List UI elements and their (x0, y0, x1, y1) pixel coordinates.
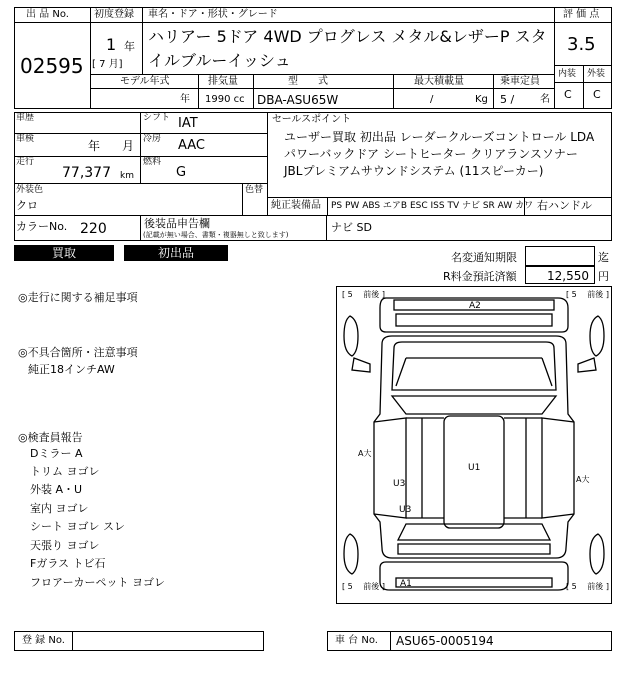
details-row-line2 (14, 156, 268, 157)
score-label: 評 価 点 (563, 9, 600, 20)
details-col-line (140, 112, 141, 184)
recycle-unit: 円 (598, 270, 609, 283)
exterior-color-label: 外装色 (16, 185, 44, 195)
shift-label: シフト (143, 113, 171, 123)
car-name-line1: ハリアー 5ドア 4WD プログレス メタル&レザーP スタ (148, 27, 547, 46)
damage-u1: U1 (468, 463, 481, 473)
inspector-item: 外装 A・U (30, 483, 83, 496)
defects-title: ◎不具合箇所・注意事項 (18, 346, 138, 359)
left-side-stripe (406, 418, 444, 518)
shift-value: IAT (178, 116, 198, 131)
hood (392, 342, 556, 390)
exterior-label: 外装 (587, 69, 606, 79)
inspector-item: Dミラー A (30, 447, 83, 460)
score-value: 3.5 (567, 34, 596, 55)
mirror-left (352, 358, 370, 372)
mileage-value: 77,377 (62, 165, 111, 181)
equipment-items: PS PW ABS エアB ESC ISS TV ナビ SR AW カワ (331, 201, 534, 211)
interior-label: 内装 (558, 69, 577, 79)
max-load-unit: Kg (475, 94, 488, 105)
inspector-item: トリム ヨゴレ (30, 465, 100, 478)
displacement-value: 1990 cc (205, 94, 245, 105)
type-label: 型 式 (288, 76, 328, 87)
details-box (14, 112, 268, 184)
wheel-front-left (344, 316, 358, 356)
wheel-rear-left (344, 534, 358, 574)
fuel-label: 燃料 (143, 157, 162, 167)
recycle-amount: 12,550 (547, 269, 589, 283)
corner-label-bl: [ 5 前後 ] (342, 582, 385, 591)
tailgate (398, 544, 550, 554)
inspector-title: ◎検査員報告 (18, 431, 83, 444)
sales-point-line2: パワーバックドア シートヒーター クリアランスソナー (284, 147, 578, 161)
color-change-label: 色替 (245, 185, 264, 195)
front-grille (396, 314, 552, 326)
type-value: DBA-ASU65W (257, 93, 339, 107)
exterior-grade: C (593, 88, 601, 101)
deadline-box (525, 246, 595, 266)
equip-div1 (327, 197, 328, 216)
specs-div1 (198, 74, 199, 109)
rear-window (398, 524, 550, 540)
damage-a-large-right: A大 (576, 475, 590, 484)
left-front-panel (374, 418, 406, 518)
color-no-value: 220 (80, 221, 107, 237)
inspector-item: フロアーカーペット ヨゴレ (30, 576, 165, 589)
deadline-label: 名変通知期限 (451, 251, 517, 264)
specs-label-line (90, 88, 555, 89)
ac-value: AAC (178, 138, 205, 153)
capacity-unit: 名 (540, 94, 550, 105)
buyout-tag: 買取 (14, 245, 114, 261)
inspection-year: 年 (88, 139, 101, 153)
supplement-title: ◎走行に関する補足事項 (18, 291, 138, 304)
wheel-front-right (590, 316, 604, 356)
sales-point-line3: JBLプレミアムサウンドシステム (11スピーカー) (284, 164, 544, 178)
damage-a2: A2 (469, 301, 481, 311)
model-year-label: モデル年式 (120, 76, 170, 87)
grade-label-line (554, 82, 612, 83)
right-front-panel (542, 418, 574, 518)
first-reg-year: 1 (106, 35, 117, 54)
first-reg-year-unit: 年 (124, 40, 135, 53)
details-row-line1 (14, 133, 268, 134)
inspector-item: 室内 ヨゴレ (30, 502, 89, 515)
color-change-divider (242, 183, 243, 216)
first-reg-month: [ 7 月] (92, 59, 123, 70)
specs-div4 (493, 74, 494, 109)
inspection-month: 月 (122, 139, 135, 153)
right-side-stripe (504, 418, 542, 518)
car-body-outline (374, 336, 574, 558)
mileage-label: 走行 (16, 157, 35, 167)
lot-number: 02595 (20, 54, 84, 78)
damage-u3-bottom: U3 (399, 505, 412, 515)
mileage-unit: km (120, 171, 134, 181)
equipment-label: 純正装備品 (271, 200, 321, 211)
interior-grade: C (564, 88, 572, 101)
handle-position: 右ハンドル (537, 199, 592, 212)
defects-item: 純正18インチAW (28, 363, 115, 376)
aftermarket-value: ナビ SD (331, 221, 372, 234)
ac-label: 冷房 (143, 134, 162, 144)
recycle-label: R料金預託済額 (443, 270, 517, 283)
model-year-unit: 年 (180, 94, 190, 105)
hood-inner (396, 358, 552, 386)
sales-point-label: セールスポイント (272, 114, 352, 125)
damage-u3-top: U3 (393, 479, 406, 489)
color-no-divider (140, 215, 141, 241)
aftermarket-divider (326, 215, 327, 241)
inspector-item: Fガラス トビ石 (30, 557, 106, 570)
deadline-suffix: 迄 (598, 251, 609, 264)
car-name-line2: イルブルーイッシュ (148, 51, 291, 70)
inspector-item: 天張り ヨゴレ (30, 539, 100, 552)
inspector-item: シート ヨゴレ スレ (30, 520, 125, 533)
damage-a-large-left: A大 (358, 449, 372, 458)
sales-point-line1: ユーザー買取 初出品 レーダークルーズコントロール LDA (284, 130, 595, 144)
aftermarket-note: (記載が無い場合、書類・複器無しと致します) (143, 231, 289, 239)
exterior-color-value: クロ (16, 199, 38, 212)
reg-no-divider (72, 631, 73, 651)
windshield (392, 396, 556, 414)
chassis-divider (390, 631, 391, 651)
capacity-label: 乗車定員 (500, 76, 540, 87)
corner-label-tr: [ 5 前後 ] (566, 290, 609, 299)
aftermarket-label: 後装品申告欄 (144, 217, 210, 230)
history-label: 車歴 (16, 113, 35, 123)
first-reg-label: 初度登録 (94, 9, 134, 20)
diagram-frame (337, 287, 612, 604)
mirror-right (578, 358, 596, 372)
max-load-value: / (430, 94, 434, 105)
color-no-label: カラーNo. (16, 220, 68, 233)
corner-label-br: [ 5 前後 ] (566, 582, 609, 591)
specs-div2 (253, 74, 254, 109)
inspection-label: 車検 (16, 134, 35, 144)
lot-label: 出 品 No. (26, 9, 69, 20)
displacement-label: 排気量 (208, 76, 238, 87)
capacity-value: 5 / (500, 93, 515, 106)
chassis-no-value: ASU65-0005194 (396, 634, 494, 648)
chassis-no-label: 車 台 No. (335, 635, 378, 646)
registration-no-label: 登 録 No. (22, 635, 65, 646)
fuel-value: G (176, 165, 187, 180)
max-load-label: 最大積載量 (414, 76, 464, 87)
exterior-color-box (14, 183, 268, 216)
corner-label-tl: [ 5 前後 ] (342, 290, 385, 299)
car-damage-diagram (336, 286, 612, 604)
grade-mid-divider (583, 65, 584, 109)
first-listing-tag: 初出品 (124, 245, 228, 261)
rear-bumper-a1 (396, 578, 552, 587)
damage-a1: A1 (400, 579, 412, 589)
specs-div3 (393, 74, 394, 109)
car-name-label: 車名・ドア・形状・グレード (148, 9, 278, 20)
wheel-rear-right (590, 534, 604, 574)
